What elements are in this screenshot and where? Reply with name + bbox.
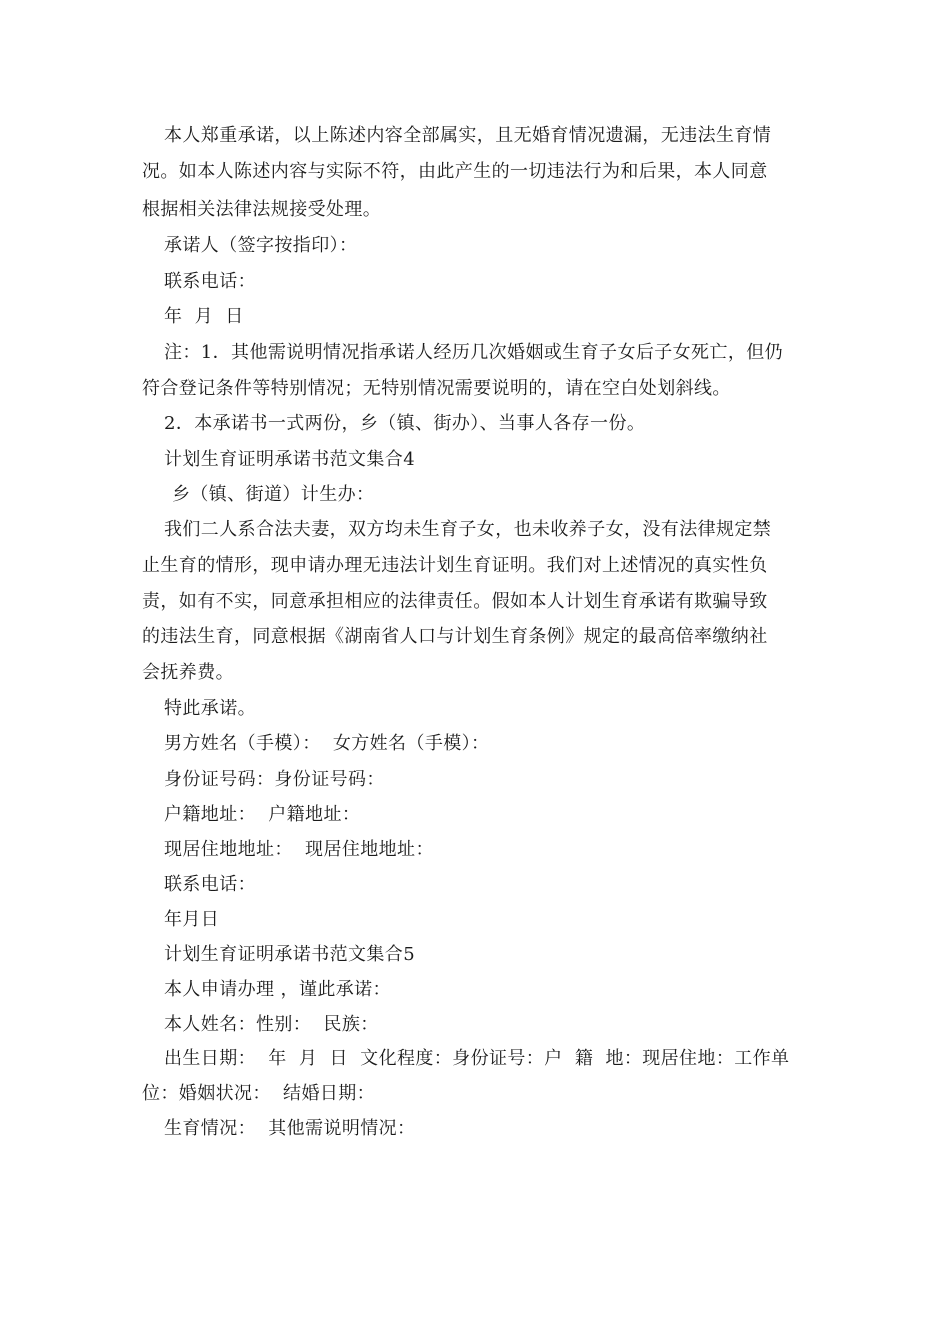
text-line: 承诺人（签字按指印）： (164, 235, 358, 256)
text-line: 年 月 日 (164, 306, 244, 327)
text-line: 责，如有不实，同意承担相应的法律责任。假如本人计划生育承诺有欺骗导致 (142, 591, 768, 612)
text-line: 户籍地址： 户籍地址： (164, 804, 361, 825)
text-line: 止生育的情形，现申请办理无违法计划生育证明。我们对上述情况的真实性负 (142, 555, 768, 576)
text-line: 年月日 (164, 909, 220, 930)
text-line: 联系电话： (164, 874, 256, 895)
text-line: 本人郑重承诺，以上陈述内容全部属实，且无婚育情况遗漏，无违法生育情 (164, 125, 772, 146)
text-line: 位：婚姻状况： 结婚日期： (142, 1083, 376, 1104)
text-line: 生育情况： 其他需说明情况： (164, 1118, 416, 1139)
text-line: 注：1．其他需说明情况指承诺人经历几次婚姻或生育子女后子女死亡，但仍 (164, 342, 784, 363)
text-line: 现居住地地址： 现居住地地址： (164, 839, 434, 860)
text-line: 本人姓名：性别： 民族： (164, 1014, 379, 1035)
text-line: 况。如本人陈述内容与实际不符，由此产生的一切违法行为和后果，本人同意 (142, 161, 768, 182)
text-line: 身份证号码：身份证号码： (164, 769, 385, 790)
section-heading: 计划生育证明承诺书范文集合4 (164, 449, 416, 470)
text-line: 我们二人系合法夫妻，双方均未生育子女，也未收养子女，没有法律规定禁 (164, 519, 772, 540)
text-line: 本人申请办理 ，谨此承诺： (164, 979, 391, 1000)
text-line: 会抚养费。 (142, 662, 234, 683)
text-line: 的违法生育，同意根据《湖南省人口与计划生育条例》规定的最高倍率缴纳社 (142, 626, 768, 647)
text-line: 出生日期： 年 月 日 文化程度：身份证号：户 籍 地：现居住地：工作单 (164, 1048, 790, 1069)
text-line: 根据相关法律法规接受处理。 (142, 199, 382, 220)
text-line: 乡（镇、街道）计生办： (172, 484, 375, 505)
text-line: 特此承诺。 (164, 698, 256, 719)
text-line: 符合登记条件等特别情况；无特别情况需要说明的，请在空白处划斜线。 (142, 378, 731, 399)
section-heading: 计划生育证明承诺书范文集合5 (164, 944, 416, 965)
text-line: 男方姓名（手模）： 女方姓名（手模）： (164, 733, 490, 754)
text-line: 联系电话： (164, 271, 256, 292)
text-line: 2．本承诺书一式两份，乡（镇、街办）、当事人各存一份。 (164, 413, 646, 434)
